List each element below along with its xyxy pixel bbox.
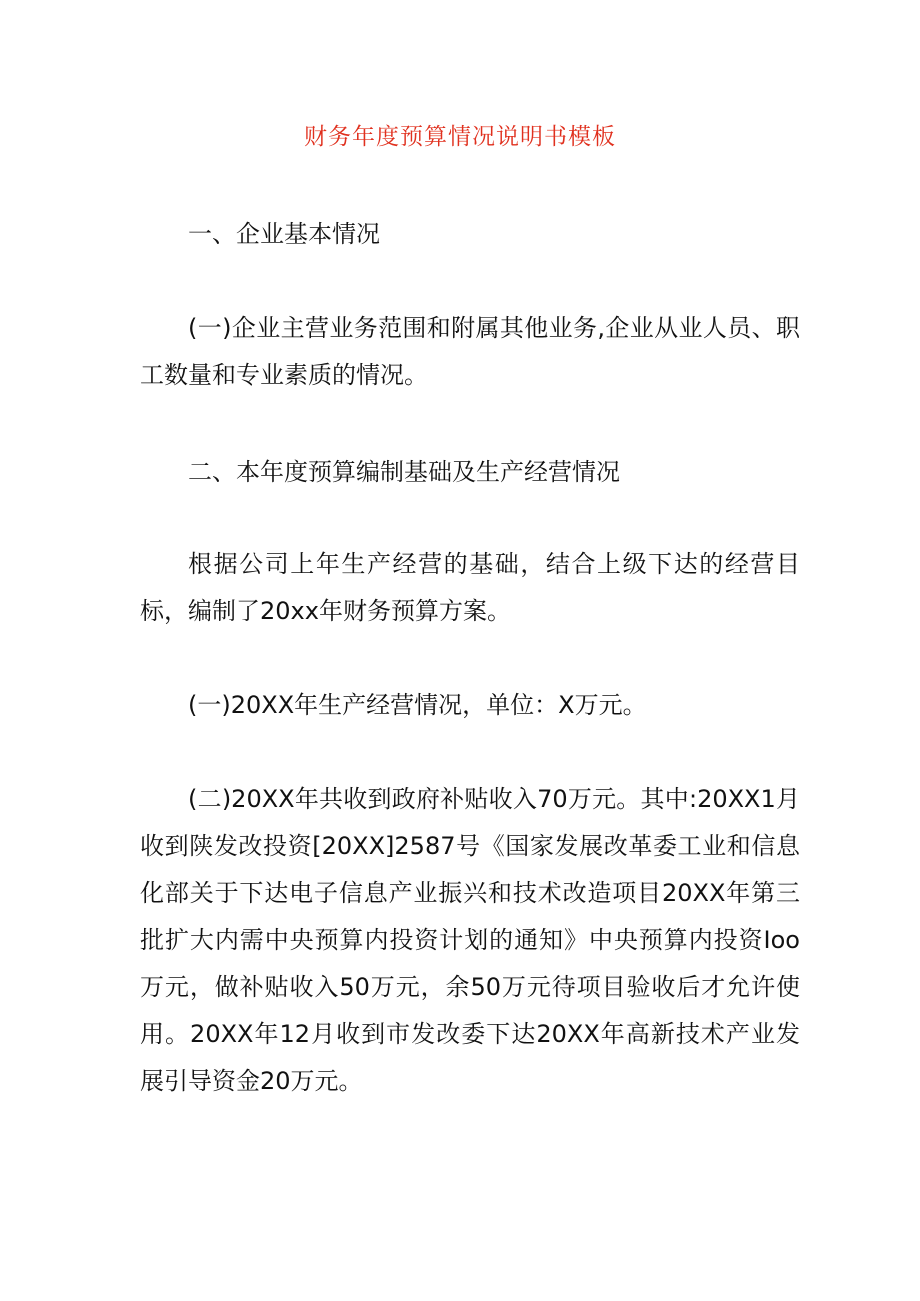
document-title: 财务年度预算情况说明书模板 (304, 124, 616, 150)
section-2-item-1: (一)20XX年生产经营情况，单位：X万元。 (188, 691, 647, 719)
section-2-heading: 二、本年度预算编制基础及生产经营情况 (188, 458, 620, 486)
section-1-item-1: (一)企业主营业务范围和附属其他业务,企业从业人员、职工数量和专业素质的情况。 (140, 314, 800, 389)
section-1-heading: 一、企业基本情况 (188, 220, 380, 248)
section-2-item-2: (二)20XX年共收到政府补贴收入70万元。其中:20XX1月收到陕发改投资[20XX]2587号《国家发展改革委工业和信息化部关于下达电子信息产业振兴和技术改造项目20XX年第三批扩大内需中央预算内投资计划的通知》中央预算内投资Ioo万元，做补贴收入50万元，余50万元待项目验收后才允许使用。20XX年12月收到市发改委下达20XX年高新技术产业发展引导资金20万元。 (140, 785, 800, 1095)
section-2-intro: 根据公司上年生产经营的基础，结合上级下达的经营目标，编制了20xx年财务预算方案。 (140, 550, 800, 625)
